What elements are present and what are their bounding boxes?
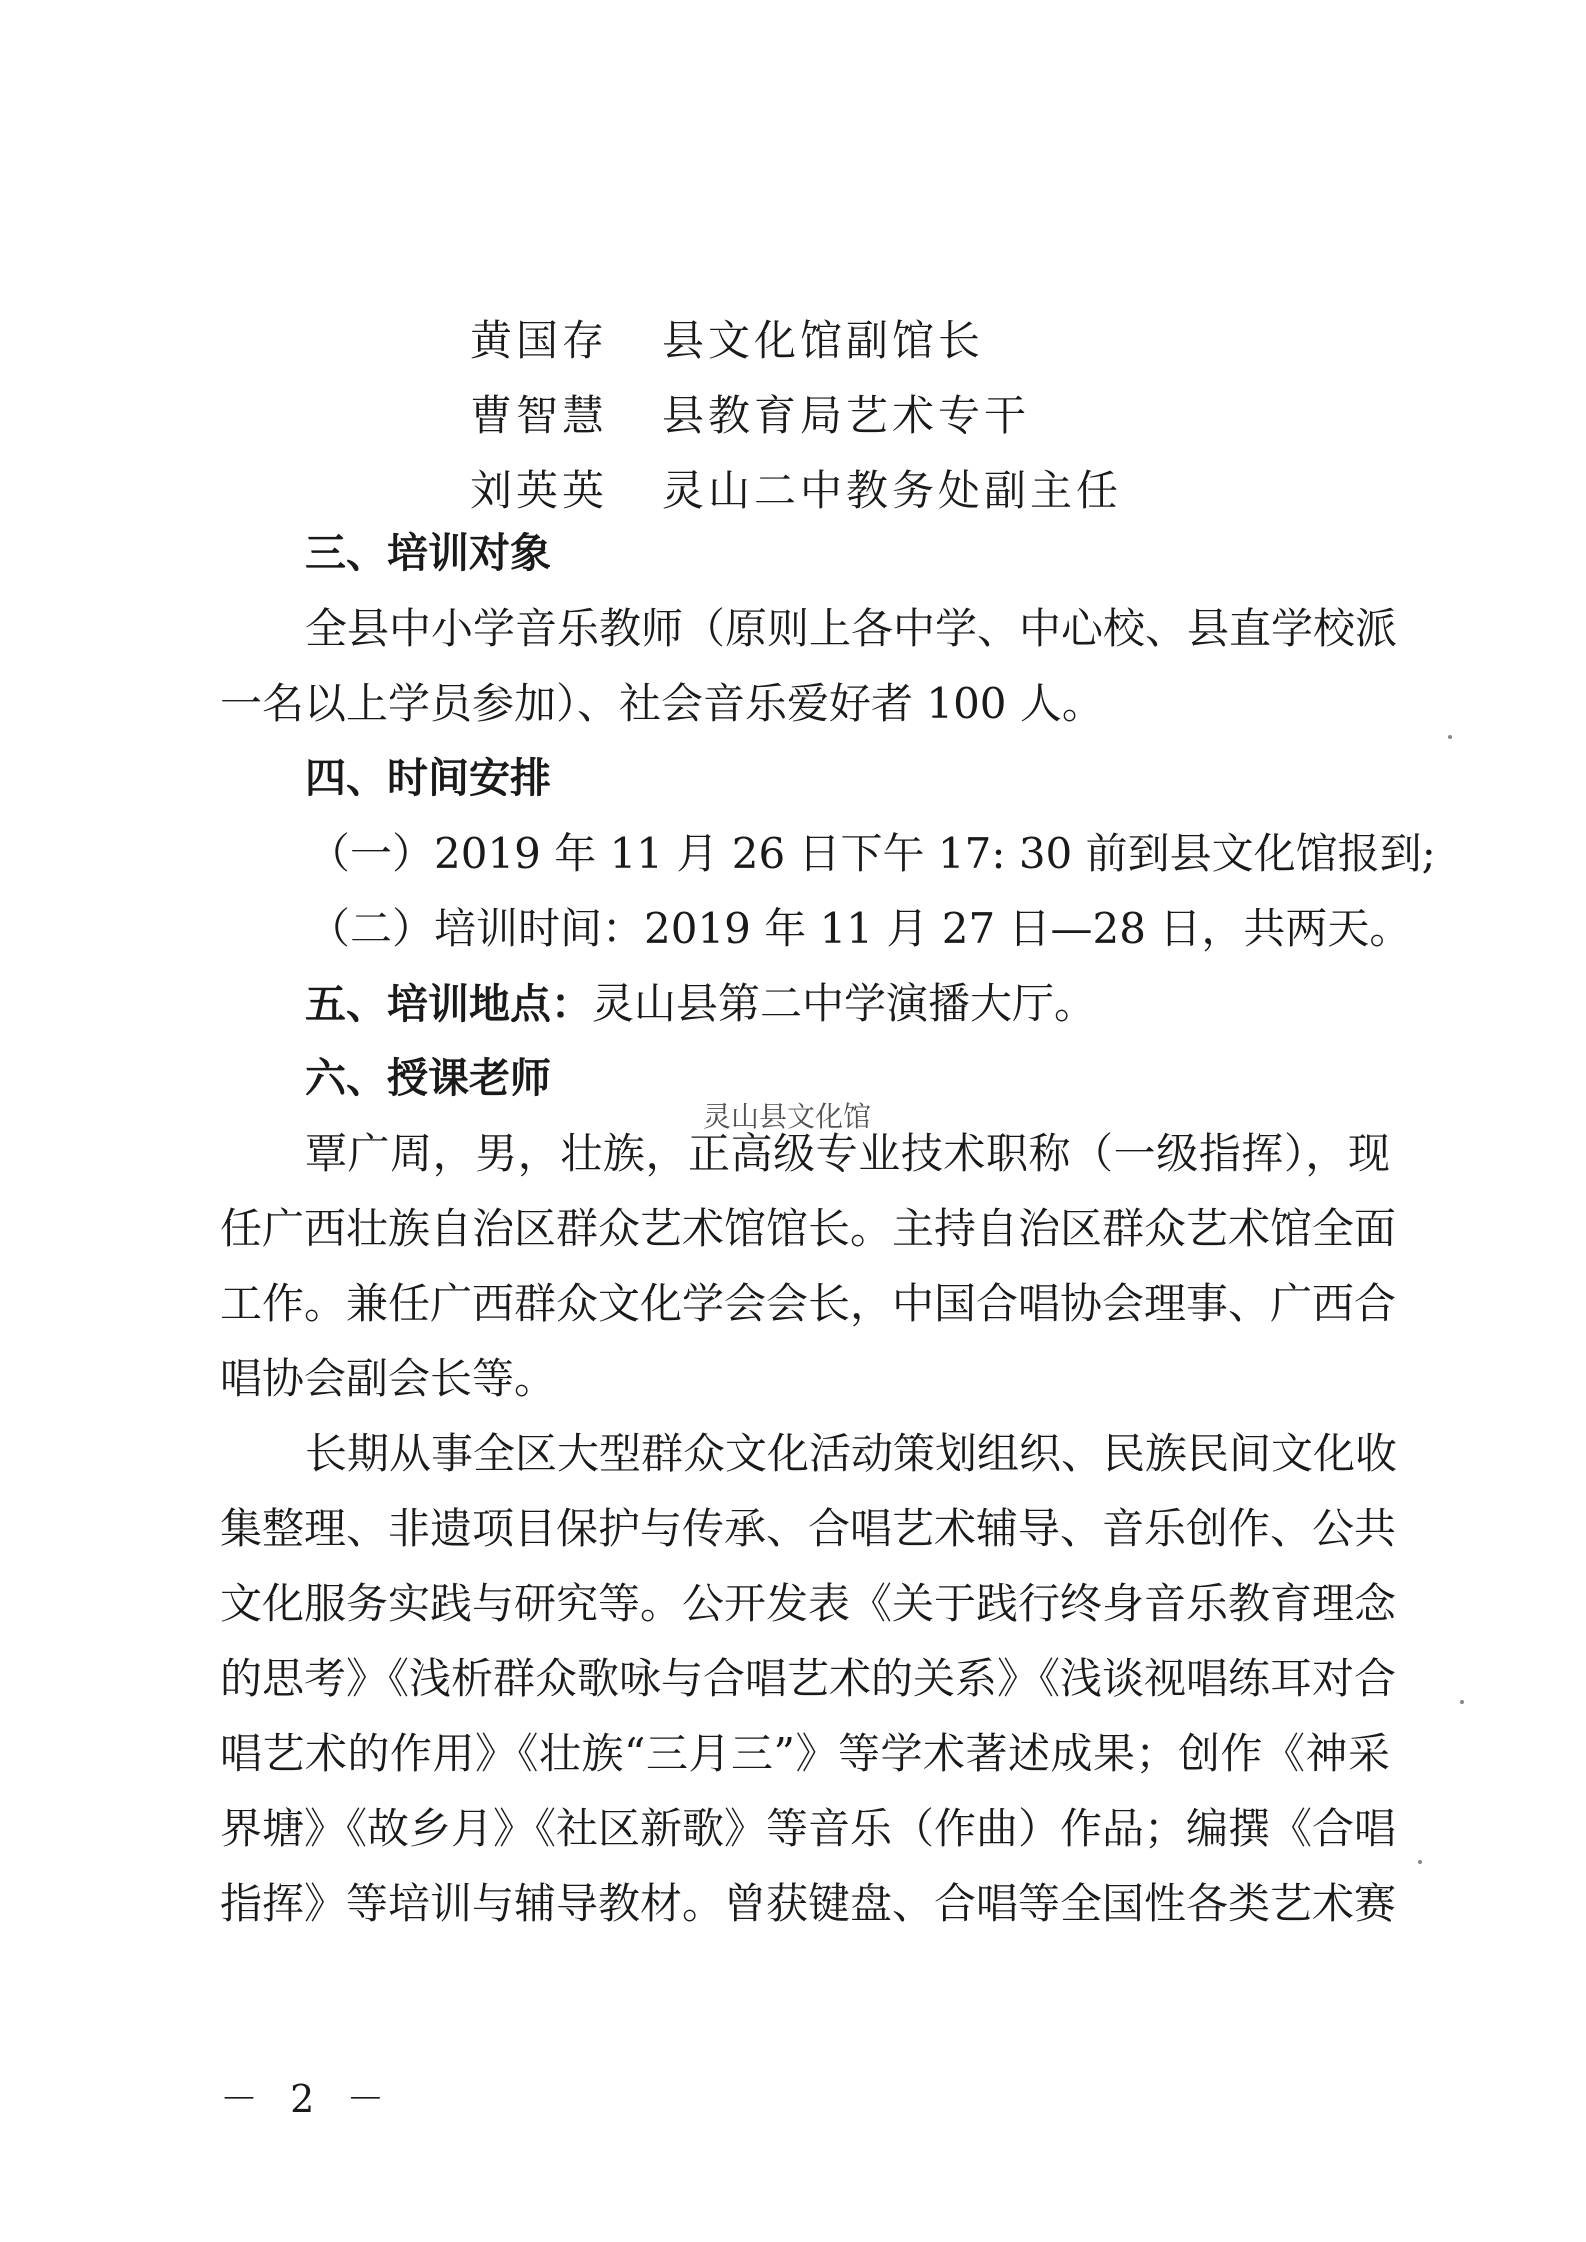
section-4-heading: 四、时间安排 <box>305 754 551 802</box>
teacher-para-1-line-2: 任广西壮族自治区群众艺术馆馆长。主持自治区群众艺术馆全面 <box>220 1204 1397 1253</box>
teacher-para-2-line-2: 集整理、非遗项目保护与传承、合唱艺术辅导、音乐创作、公共 <box>220 1504 1397 1553</box>
section-6-heading: 六、授课老师 <box>305 1054 551 1102</box>
teacher-para-2-line-3: 文化服务实践与研究等。公开发表《关于践行终身音乐教育理念 <box>220 1579 1397 1628</box>
section-3-heading: 三、培训对象 <box>305 529 551 577</box>
scan-speck <box>1418 1860 1422 1864</box>
teacher-para-1-line-4: 唱协会副会长等。 <box>220 1354 557 1403</box>
teacher-para-2-line-7: 指挥》等培训与辅导教材。曾获键盘、合唱等全国性各类艺术赛 <box>220 1879 1397 1928</box>
teacher-para-2-line-5: 唱艺术的作用》《壮族“三月三”》等学术著述成果；创作《神采 <box>220 1729 1390 1778</box>
section-5-text: 灵山县第二中学演播大厅。 <box>592 979 1097 1028</box>
staff-name-1: 黄国存 <box>470 316 609 365</box>
staff-role-2: 县教育局艺术专干 <box>662 391 1031 440</box>
section-5 <box>305 979 1097 1028</box>
staff-role-1: 县文化馆副馆长 <box>662 316 985 365</box>
teacher-para-1-line-3: 工作。兼任广西群众文化学会会长，中国合唱协会理事、广西合 <box>220 1279 1397 1328</box>
teacher-para-2-line-6: 界塘》《故乡月》《社区新歌》等音乐（作曲）作品；编撰《合唱 <box>220 1804 1397 1853</box>
teacher-para-1-line-1: 覃广周，男，壮族，正高级专业技术职称（一级指挥），现 <box>305 1129 1390 1178</box>
schedule-item-1: （一）2019 年 11 月 26 日下午 17: 30 前到县文化馆报到; <box>308 829 1436 878</box>
schedule-item-2: （二）培训时间：2019 年 11 月 27 日—28 日，共两天。 <box>308 904 1412 953</box>
teacher-para-2-line-1: 长期从事全区大型群众文化活动策划组织、民族民间文化收 <box>305 1429 1398 1478</box>
staff-role-3: 灵山二中教务处副主任 <box>662 466 1123 515</box>
office-stamp: 灵山县文化馆 <box>703 1100 872 1133</box>
section-3-line-2: 一名以上学员参加）、社会音乐爱好者 100 人。 <box>220 679 1104 728</box>
staff-name-2: 曹智慧 <box>470 391 609 440</box>
staff-name-3: 刘英英 <box>470 466 609 515</box>
scan-speck <box>1460 1700 1464 1704</box>
page-number: － 2 － <box>220 2077 395 2121</box>
section-3-line-1: 全县中小学音乐教师（原则上各中学、中心校、县直学校派 <box>305 604 1398 653</box>
scan-speck <box>1448 735 1452 739</box>
teacher-para-2-line-4: 的思考》《浅析群众歌咏与合唱艺术的关系》《浅谈视唱练耳对合 <box>220 1654 1397 1703</box>
section-5-heading: 五、培训地点： <box>305 980 592 1028</box>
